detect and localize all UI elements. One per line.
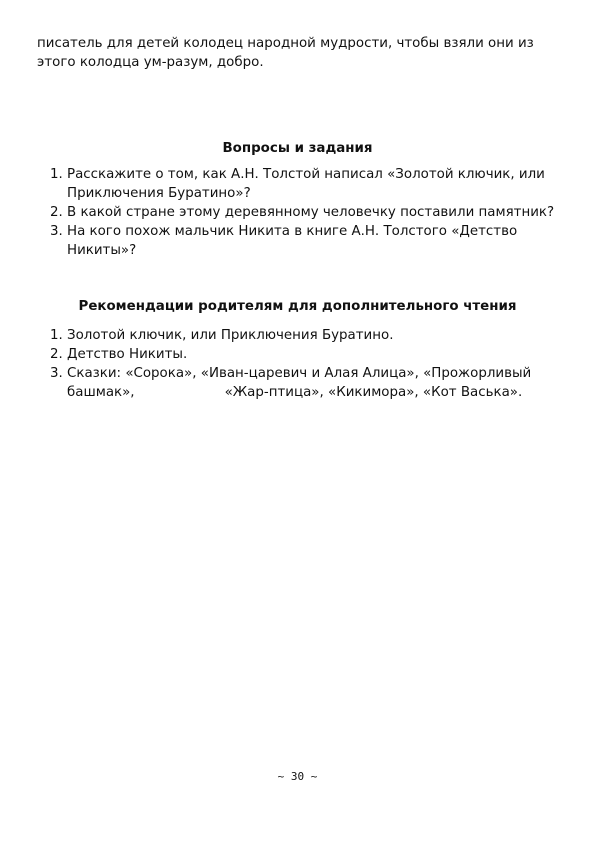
list-item	[50, 326, 560, 345]
list-item-text-part-a: Сказки: «Сорока», «Иван-царевич и Алая Алица», «Прожорливый башмак»,	[67, 366, 532, 400]
list-item-number: 2.	[50, 205, 63, 220]
list-item-text: В какой стране этому деревянному человечку поставили памятник?	[67, 205, 555, 220]
list-item-text: На кого похож мальчик Никита в книге А.Н. Толстого «Детство Никиты»?	[67, 224, 518, 258]
questions-heading: Вопросы и задания	[222, 141, 373, 156]
list-item	[50, 222, 560, 260]
list-item-number: 3.	[50, 224, 63, 239]
list-item-text-part-b: «Жар-птица», «Кикимора», «Кот Васька».	[224, 385, 523, 400]
intro-paragraph: писатель для детей колодец народной мудрости, чтобы взяли они из этого колодца ум-разум, добро.	[37, 36, 534, 70]
list-item-number: 1.	[50, 328, 63, 343]
list-item-number: 2.	[50, 347, 63, 362]
questions-list	[50, 165, 560, 260]
list-item-number: 3.	[50, 366, 63, 381]
recommendations-list	[50, 326, 560, 402]
list-item	[50, 165, 560, 203]
list-item-text: Детство Никиты.	[67, 347, 188, 362]
recommendations-heading: Рекомендации родителям для дополнительного чтения	[78, 299, 517, 314]
list-item-text: Золотой ключик, или Приключения Буратино.	[67, 328, 394, 343]
list-item	[50, 364, 560, 402]
list-item-number: 1.	[50, 167, 63, 182]
list-item-text: Расскажите о том, как А.Н. Толстой написал «Золотой ключик, или Приключения Буратино»?	[67, 167, 545, 201]
list-item	[50, 203, 560, 222]
list-item	[50, 345, 560, 364]
page-number: ~ 30 ~	[277, 770, 318, 783]
